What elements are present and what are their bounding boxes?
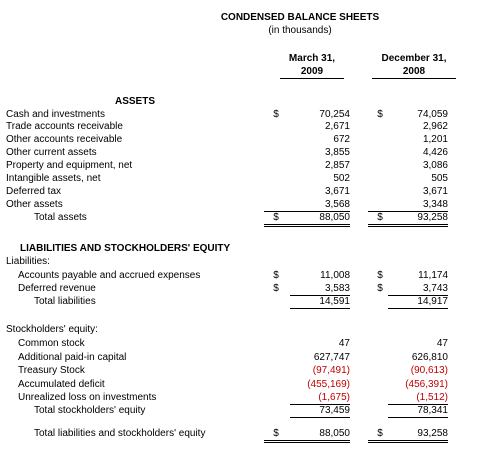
- currency-symbol: $: [377, 428, 383, 439]
- liabilities-subheading: Liabilities:: [6, 256, 50, 267]
- col1-header-line1: March 31,: [288, 53, 336, 64]
- currency-symbol: $: [377, 283, 383, 294]
- value-2008: (90,613): [410, 365, 448, 376]
- value-2008: 11,174: [418, 270, 448, 281]
- row-label: Accumulated deficit: [18, 379, 105, 390]
- value-2008: 47: [436, 338, 448, 349]
- value-2008: 74,059: [417, 109, 448, 120]
- total-liabilities-2009: 14,591: [290, 296, 350, 309]
- row-label: Accounts payable and accrued expenses: [18, 270, 201, 281]
- row-label: Intangible assets, net: [6, 173, 101, 184]
- total-liabilities-2008: 14,917: [388, 296, 448, 309]
- row-label: Other current assets: [6, 147, 97, 158]
- value-2008: 2,962: [422, 121, 448, 132]
- value-2009: 2,671: [324, 121, 350, 132]
- row-label: Common stock: [18, 338, 85, 349]
- col2-header-line1: December 31,: [381, 53, 447, 64]
- value-2008: 3,743: [388, 283, 448, 296]
- value-2008: 626,810: [411, 352, 448, 363]
- row-label: Deferred tax: [6, 186, 62, 197]
- row-label: Cash and investments: [6, 109, 105, 120]
- value-2009: (97,491): [312, 365, 350, 376]
- currency-symbol: $: [273, 428, 279, 439]
- total-equity-label: Total stockholders' equity: [34, 405, 146, 416]
- assets-heading: ASSETS: [114, 96, 155, 107]
- value-2008: 3,086: [422, 160, 448, 171]
- report-subtitle: (in thousands): [268, 25, 332, 36]
- value-2009: (1,675): [290, 392, 350, 405]
- currency-symbol: $: [273, 270, 279, 281]
- total-assets-2009: 88,050: [264, 212, 350, 227]
- grand-total-2008: 93,258: [368, 428, 448, 443]
- value-2009: 672: [333, 134, 350, 145]
- value-2009: 2,857: [324, 160, 350, 171]
- currency-symbol: $: [377, 270, 383, 281]
- row-label: Property and equipment, net: [6, 160, 133, 171]
- value-2008: (1,512): [388, 392, 448, 405]
- currency-symbol: $: [377, 212, 383, 223]
- value-2008: 3,348: [368, 199, 448, 212]
- row-label: Deferred revenue: [18, 283, 96, 294]
- total-equity-2009: 73,459: [290, 405, 350, 418]
- col2-header-line2: 2008: [372, 66, 456, 79]
- currency-symbol: $: [273, 212, 279, 223]
- grand-total-label: Total liabilities and stockholders' equity: [34, 428, 206, 439]
- value-2009: 3,568: [264, 199, 350, 212]
- row-label: Trade accounts receivable: [6, 121, 123, 132]
- value-2009: 3,671: [324, 186, 350, 197]
- total-assets-label: Total assets: [34, 212, 87, 223]
- value-2008: 1,201: [422, 134, 448, 145]
- total-liabilities-label: Total liabilities: [34, 296, 96, 307]
- total-equity-2008: 78,341: [388, 405, 448, 418]
- value-2009: 47: [338, 338, 350, 349]
- report-title: CONDENSED BALANCE SHEETS: [220, 12, 380, 23]
- value-2009: 3,855: [324, 147, 350, 158]
- col1-header-line2: 2009: [280, 66, 344, 79]
- value-2009: 3,583: [290, 283, 350, 296]
- currency-symbol: $: [273, 109, 279, 120]
- row-label: Additional paid-in capital: [18, 352, 127, 363]
- value-2009: (455,169): [307, 379, 350, 390]
- currency-symbol: $: [273, 283, 279, 294]
- value-2008: (456,391): [405, 379, 448, 390]
- equity-subheading: Stockholders' equity:: [6, 324, 98, 335]
- liabilities-heading: LIABILITIES AND STOCKHOLDERS' EQUITY: [20, 243, 231, 254]
- value-2009: 502: [333, 173, 350, 184]
- value-2009: 11,008: [320, 270, 350, 281]
- row-label: Unrealized loss on investments: [18, 392, 157, 403]
- value-2008: 3,671: [422, 186, 448, 197]
- value-2008: 505: [431, 173, 448, 184]
- currency-symbol: $: [377, 109, 383, 120]
- total-assets-2008: 93,258: [368, 212, 448, 227]
- row-label: Other assets: [6, 199, 63, 210]
- value-2009: 70,254: [319, 109, 350, 120]
- grand-total-2009: 88,050: [264, 428, 350, 443]
- value-2008: 4,426: [422, 147, 448, 158]
- value-2009: 627,747: [313, 352, 350, 363]
- row-label: Other accounts receivable: [6, 134, 123, 145]
- row-label: Treasury Stock: [18, 365, 85, 376]
